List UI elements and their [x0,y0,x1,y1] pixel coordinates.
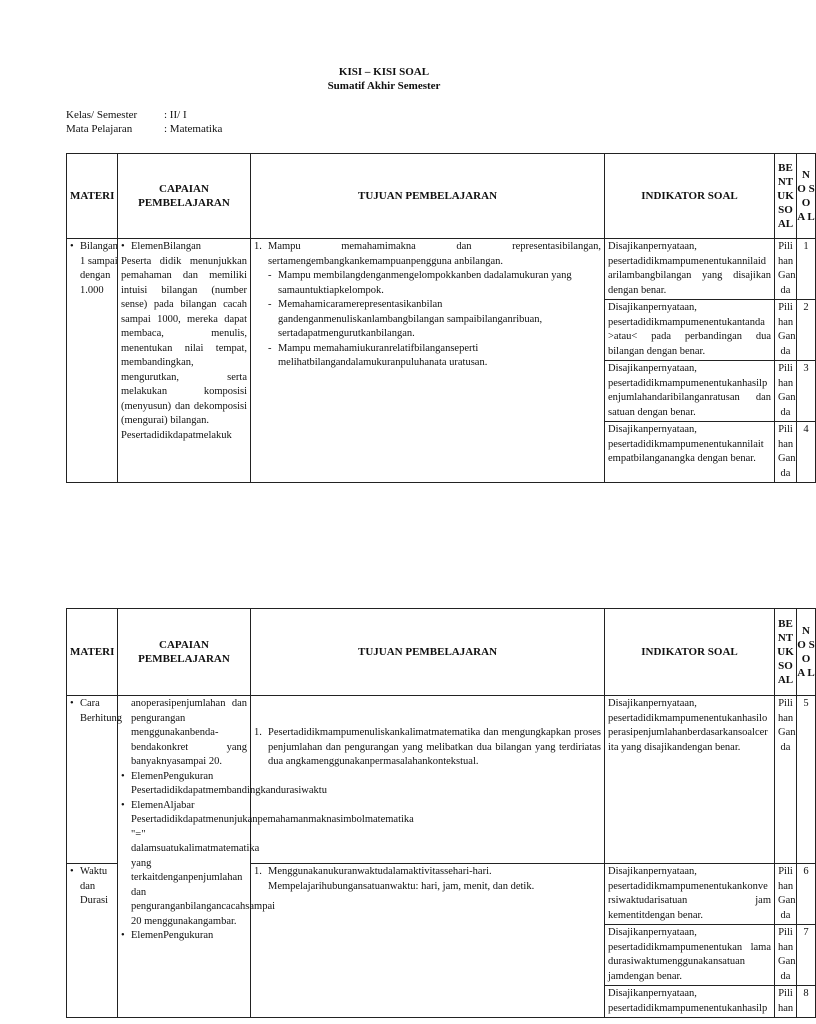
dash-icon: - [268,342,272,354]
tujuan-sub-item: Mampu memahamiukuranrelatifbilanganseperti melihatbilangandalamukuranpuluhanata uratusan. [278,342,488,368]
header-capaian: CAPAIAN PEMBELAJARAN [118,609,251,696]
table-header-row [67,154,816,239]
bullet-icon: • [70,866,74,877]
capaian-element-head: ElemenPengukuran [131,930,214,941]
materi-text: Bilangan 1 sampai dengan 1.000 [80,241,118,296]
bentuk-cell: Pili han Gan da [775,696,797,864]
capaian-element-head: ElemenBilangan [131,241,201,252]
materi-cell [67,864,118,1018]
no-soal-cell: 2 [797,300,816,361]
tujuan-cell [251,696,605,864]
bullet-icon: • [121,930,125,941]
indikator-cell: Disajikanpernyataan, pesertadidikmampumenentukanhasilp enjumlahandaribilanganratusan dan satuan dengan benar. [605,361,775,422]
tujuan-sub-item: Memahamicaramerepresentasikanbilan gandenganmenuliskanlambangbilangan sampaibilanganribuan, sertadapatmengurutkanbilangan. [278,299,543,339]
bentuk-cell: Pili han Gan da [775,864,797,925]
header-materi: MATERI [67,154,118,239]
capaian-element-body: Pesertadidikdapatmembandingkandurasiwaktu [131,785,327,796]
materi-text: Waktu dan Durasi [80,866,108,906]
table-header-row [67,609,816,696]
meta-kelas [66,109,187,121]
indikator-cell: Disajikanpernyataan, pesertadidikmampumenentukantanda >atau< pada perbandingan dua bilangan dengan benar. [605,300,775,361]
no-soal-cell: 5 [797,696,816,864]
bullet-icon: • [70,698,74,709]
tujuan-text: Menggunakanukuranwaktudalamaktivitassehari-hari. [268,866,492,877]
bentuk-cell: Pili han [775,986,797,1018]
no-soal-cell: 3 [797,361,816,422]
header-capaian: CAPAIAN PEMBELAJARAN [118,154,251,239]
bullet-icon: • [121,770,125,782]
indikator-cell: Disajikanpernyataan, pesertadidikmampumenentukanhasilp [605,986,775,1018]
document-title: KISI – KISI SOAL [338,66,430,78]
table-row [67,696,816,864]
table-row [67,239,816,300]
meta-mapel [66,123,222,135]
kelas-label: Kelas/ Semester [66,109,138,121]
mapel-value: : Matematika [164,123,223,135]
bentuk-cell: Pili han Gan da [775,361,797,422]
tujuan-sub-item: Mampu membilangdenganmengelompokkanben dadalamukuran yang samauntuktiapkelompok. [278,270,572,296]
indikator-cell: Disajikanpernyataan, pesertadidikmampumenentukannilaid arilambangbilangan yang disajikan dengan benar. [605,239,775,300]
kisi-table-1 [66,153,816,483]
tujuan-number: 1. [254,866,262,877]
materi-cell [67,696,122,864]
bentuk-cell: Pili han Gan da [775,925,797,986]
no-soal-cell: 7 [797,925,816,986]
kelas-value: : II/ I [164,109,187,121]
capaian-cell [118,239,251,483]
tujuan-text-2: Mempelajarihubungansatuanwaktu: hari, jam, menit, dan detik. [268,880,535,892]
capaian-element-head: ElemenAljabar [131,799,195,811]
header-indikator: INDIKATOR SOAL [605,609,775,696]
indikator-cell: Disajikanpernyataan, pesertadidikmampumenentukan lama durasiwaktumenggunakansatuan jamdengan benar. [605,925,775,986]
indikator-cell: Disajikanpernyataan, pesertadidikmampumenentukannilait empatbilanganangka dengan benar. [605,422,775,483]
materi-cell [67,239,118,483]
tujuan-number: 1. [254,241,262,252]
header-tujuan: TUJUAN PEMBELAJARAN [251,154,605,239]
capaian-body: Peserta didik menunjukkan pemahaman dan memiliki intuisi bilangan (number sense) pada bilangan cacah sampai 1000, mereka dapat membaca, menulis, menentukan nilai tempat, membandingkan, mengurutkan, serta melakukan komposisi (menyusun) dan dekomposisi (mengurai) bilangan. [121,255,247,426]
header-no-soal: N O S O A L [797,609,816,696]
header-no-soal: N O S O A L [797,154,816,239]
dash-icon: - [268,299,272,310]
tujuan-number: 1. [254,727,262,738]
header-materi: MATERI [67,609,118,696]
tujuan-main: Mampu memahamimakna dan representasibilangan, sertamengembangkankemampuanpengguna anbilangan. [268,241,601,267]
header-tujuan: TUJUAN PEMBELAJARAN [251,609,605,696]
dash-icon: - [268,270,272,281]
no-soal-cell: 6 [797,864,816,925]
mapel-label: Mata Pelajaran [66,123,133,135]
document-subtitle: Sumatif Akhir Semester [327,80,441,92]
capaian-element-body: Pesertadidikdapatmenunjukanpemahamanmaknasimbolmatematika "=" dalamsuatukalimatmatematika yang terkaitdenganpenjumlahan dan penguranganbilangancacahsampai 20 menggunakangambar. [131,814,414,927]
bullet-icon: • [121,799,125,811]
header-indikator: INDIKATOR SOAL [605,154,775,239]
materi-text: Cara Berhitung [80,698,122,724]
bentuk-cell: Pili han Gan da [775,422,797,483]
tujuan-cell [251,239,605,483]
no-soal-cell: 1 [797,239,816,300]
bullet-icon: • [121,241,125,252]
no-soal-cell: 4 [797,422,816,483]
bentuk-cell: Pili han Gan da [775,239,797,300]
capaian-tail: Pesertadidikdapatmelakuk [121,429,232,441]
header-bentuk-soal: BE NT UK SO AL [775,609,797,696]
kisi-table-2 [66,608,816,1018]
capaian-top: anoperasipenjumlahan dan pengurangan menggunakanbenda-bendakonkret yang banyaknyasampai 20. [131,698,247,767]
indikator-cell: Disajikanpernyataan, pesertadidikmampumenentukanhasilo perasipenjumlahanberdasarkansoalcer ita yang disajikandengan benar. [605,696,775,864]
header-bentuk-soal: BE NT UK SO AL [775,154,797,239]
tujuan-cell [251,864,605,1018]
indikator-cell: Disajikanpernyataan, pesertadidikmampumenentukankonve rsiwaktudarisatuan jam kementitdengan benar. [605,864,775,925]
tujuan-text: Pesertadidikmampumenuliskankalimatmatematika dan mengungkapkan proses penjumlahan dan pengurangan yang melibatkan dua bilangan yang terdiriatas dua angkamenggunakanpermasalahankontekstual. [268,727,601,767]
bullet-icon: • [70,241,74,252]
no-soal-cell: 8 [797,986,816,1018]
capaian-element-head: ElemenPengukuran [131,770,214,782]
bentuk-cell: Pili han Gan da [775,300,797,361]
